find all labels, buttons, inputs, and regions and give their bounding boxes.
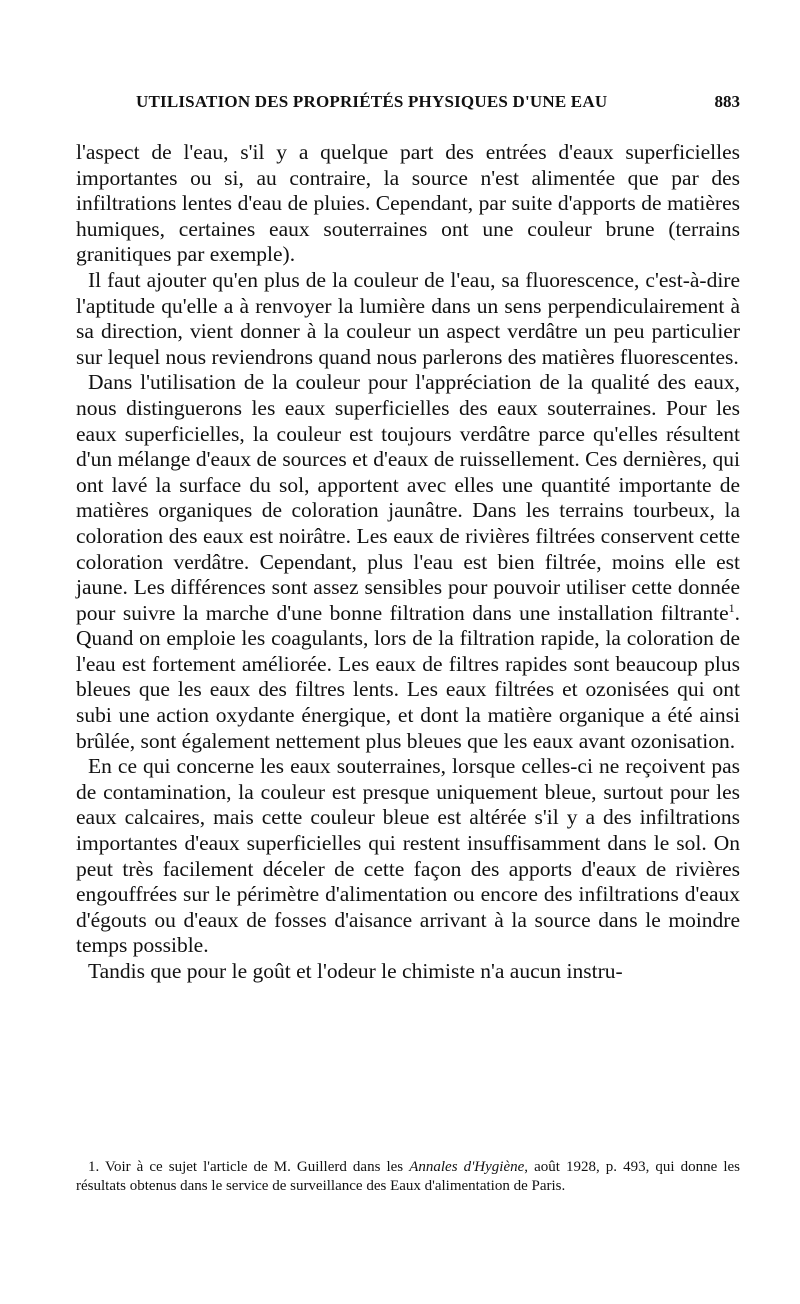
- paragraph-3-continuation: Quand on emploie les coagulants, lors de la filtration rapide, la coloration de l'eau est fortement améliorée. Les eaux de filtres rapides sont beaucoup plus bleues que les eaux des filtres lents. Les eaux filtrées et ozonisées qui ont subi une action oxydante énergique, et dont la matière organique a été ainsi brûlée, sont également nettement plus bleues que les eaux avant ozonisation.: [76, 626, 740, 753]
- footnote-text-after: , août 1928, p. 493, qui donne les résultats obtenus dans le service de surveillance des Eaux d'alimentation de Paris.: [76, 1159, 740, 1194]
- footnote-source-title: Annales d'Hygiène: [409, 1159, 525, 1175]
- page-number: 883: [714, 92, 740, 111]
- footnote-reference: 1: [728, 600, 735, 615]
- paragraph-5: Tandis que pour le goût et l'odeur le chimiste n'a aucun instru-: [88, 959, 623, 983]
- footnote-area: [76, 1158, 740, 1196]
- body-text: [76, 140, 740, 985]
- footnote-1: [76, 1158, 740, 1196]
- paragraph-1: l'aspect de l'eau, s'il y a quelque part des entrées d'eaux superficielles importantes ou si, au contraire, la source n'est alimentée que par des infiltrations lentes d'eau de pluies. Cependant, par suite d'apports de matières humiques, certaines eaux souterraines ont une couleur brune (terrains granitiques par exemple).: [76, 140, 740, 267]
- paragraph-2: Il faut ajouter qu'en plus de la couleur de l'eau, sa fluorescence, c'est-à-dire l'aptitude qu'elle a à renvoyer la lumière dans un sens perpendiculairement à sa direction, vient donner à la couleur un aspect verdâtre un peu particulier sur lequel nous reviendrons quand nous parlerons des matières fluorescentes.: [76, 267, 740, 369]
- running-header: [136, 92, 740, 118]
- running-title: UTILISATION DES PROPRIÉTÉS PHYSIQUES D'UNE EAU: [136, 92, 608, 111]
- footnote-text-before: Voir à ce sujet l'article de M. Guillerd dans les: [105, 1159, 404, 1175]
- paragraph-3: Dans l'utilisation de la couleur pour l'appréciation de la qualité des eaux, nous distinguerons les eaux superficielles des eaux souterraines. Pour les eaux superficielles, la couleur est toujours verdâtre parce qu'elles résultent d'un mélange d'eaux de sources et d'eaux de ruissellement. Ces dernières, qui ont lavé la surface du sol, apportent avec elles une quantité importante de matières organiques de coloration jaunâtre. Dans les terrains tourbeux, la coloration des eaux est noirâtre. Les eaux de rivières filtrées conservent cette coloration verdâtre. Cependant, plus l'eau est bien filtrée, moins elle est jaune. Les différences sont assez sensibles pour pouvoir utiliser cette donnée pour suivre la marche d'une bonne filtration dans une installation filtrante$^1$. Quand on emploie les coagulants, lors de la filtration rapide, la coloration de l'eau est fortement améliorée. Les eaux de filtres rapides sont beaucoup plus bleues que les eaux des filtres lents. Les eaux filtrées et ozonisées qui ont subi une action oxydante énergique, et dont la matière organique a été ainsi brûlée, sont également nettement plus bleues que les eaux avant ozonisation.: [76, 370, 740, 753]
- paragraph-4: En ce qui concerne les eaux souterraines, lorsque celles-ci ne reçoivent pas de contamination, la couleur est presque uniquement bleue, surtout pour les eaux calcaires, mais cette couleur bleue est altérée s'il y a des infiltrations importantes d'eaux superficielles qui restent insuffisamment dans le sol. On peut très facilement déceler de cette façon des apports d'eaux de rivières engouffrées sur le périmètre d'alimentation ou encore des infiltrations d'eaux d'égouts ou d'eaux de fosses d'aisance arrivant à la source dans le moindre temps possible.: [76, 754, 740, 958]
- footnote-marker: 1.: [88, 1159, 100, 1175]
- paragraph-3-text: Dans l'utilisation de la couleur pour l'appréciation de la qualité des eaux, nous distinguerons les eaux superficielles des eaux souterraines. Pour les eaux superficielles, la couleur est toujours verdâtre parce qu'elles résultent d'un mélange d'eaux de sources et d'eaux de ruissellement. Ces dernières, qui ont lavé la surface du sol, apportent avec elles une quantité importante de matières organiques de coloration jaunâtre. Dans les terrains tourbeux, la coloration des eaux est noirâtre. Les eaux de rivières filtrées conservent cette coloration verdâtre. Cependant, plus l'eau est bien filtrée, moins elle est jaune. Les différences sont assez sensibles pour pouvoir utiliser cette donnée pour suivre la marche d'une bonne filtration dans une installation filtrante: [76, 370, 740, 625]
